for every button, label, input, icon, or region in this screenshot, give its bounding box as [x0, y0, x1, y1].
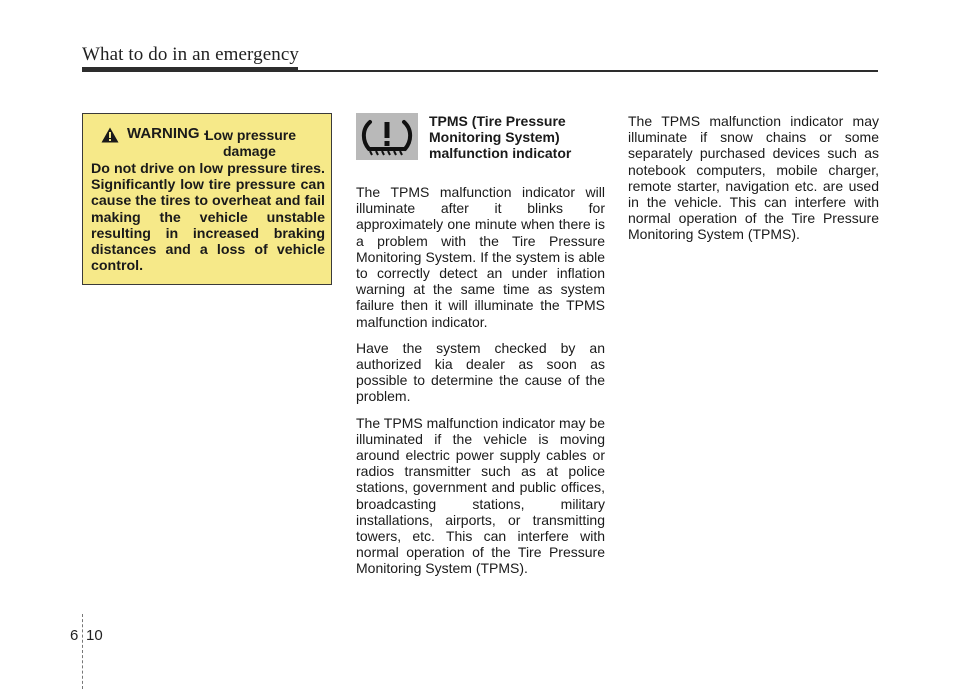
page-header-title: What to do in an emergency	[82, 44, 299, 65]
tpms-heading-line-1: TPMS (Tire Pressure	[429, 113, 566, 129]
warning-subtitle-2: damage	[223, 143, 276, 159]
middle-column	[356, 184, 605, 587]
warning-text: Do not drive on low pressure tires. Significantly low tire pressure can cause the tires to overheat and fail making the vehicle unstable resulting in increased braking distances and a loss of vehicle control.	[91, 161, 325, 275]
page-number: 10	[86, 627, 103, 644]
chapter-number: 6	[70, 627, 79, 644]
tpms-heading-line-3: malfunction indicator	[429, 145, 572, 162]
paragraph: Have the system checked by an authorized kia dealer as soon as possible to determine the cause of the problem.	[356, 339, 605, 405]
tpms-heading	[429, 113, 609, 162]
warning-triangle-icon	[101, 127, 119, 143]
warning-box	[82, 113, 332, 285]
warning-label: WARNING -	[127, 125, 209, 142]
warning-subtitle-1: Low pressure	[205, 127, 297, 143]
header-rule	[82, 70, 878, 72]
paragraph: The TPMS malfunction indicator may be illuminated if the vehicle is moving around electric power supply cables or radios transmitter such as at police stations, government and public offices, broadcasting stations, military installations, airports, or transmitting towers, etc. This can interfere with normal operation of the Tire Pressure Monitoring System (TPMS).	[356, 414, 605, 577]
right-column	[628, 113, 879, 243]
footer-divider	[82, 614, 83, 689]
paragraph: The TPMS malfunction indicator will illuminate after it blinks for approximately one minute when there is a problem with the Tire Pressure Monitoring System. If the system is able to correctly detect an under inflation warning at the same time as system failure then it will illuminate the TPMS malfunction indicator.	[356, 184, 605, 330]
tpms-heading-line-2: Monitoring System)	[429, 129, 560, 146]
tpms-warning-icon	[356, 113, 418, 160]
paragraph: The TPMS malfunction indicator may illuminate if snow chains or some separately purchased devices such as notebook computers, mobile charger, remote starter, navigation etc. are used in the vehicle. This can interfere with normal operation of the Tire Pressure Monitoring System (TPMS).	[628, 113, 879, 243]
